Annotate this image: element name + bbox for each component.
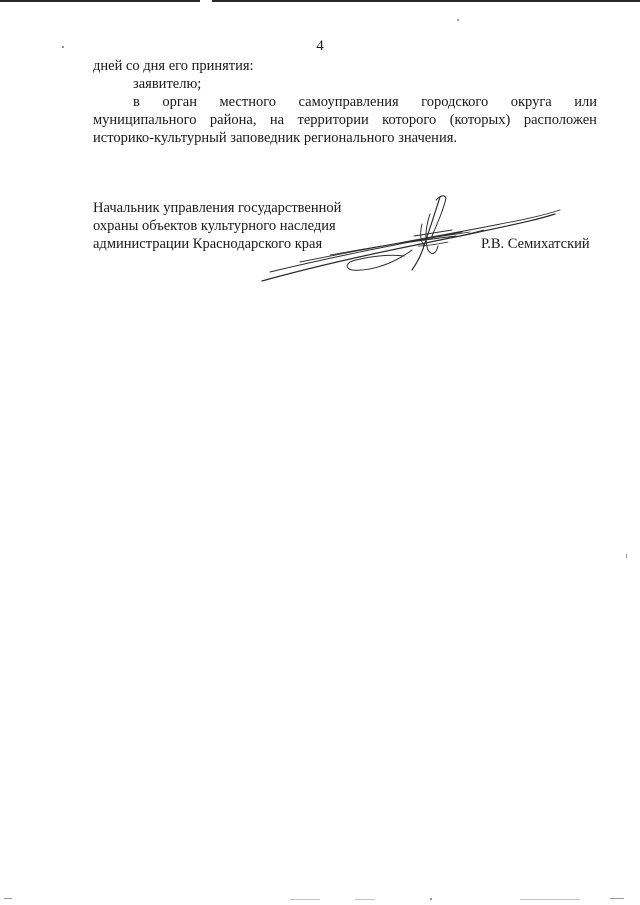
word: расположен xyxy=(523,112,597,128)
scan-speck xyxy=(62,46,64,48)
word: округа xyxy=(510,94,552,110)
word: местного xyxy=(219,94,277,110)
scan-speck xyxy=(355,899,375,900)
scan-speck xyxy=(290,899,320,900)
scan-edge-gap xyxy=(200,0,212,2)
word: самоуправления xyxy=(298,94,399,110)
scan-speck xyxy=(457,19,459,21)
word: на xyxy=(269,112,285,128)
word: в xyxy=(133,94,140,110)
body-line-2: заявителю; xyxy=(133,76,202,92)
body-line-3 xyxy=(93,93,597,111)
word: или xyxy=(574,94,597,110)
scan-speck xyxy=(430,898,432,900)
page-number: 4 xyxy=(316,38,324,54)
word: городского xyxy=(421,94,489,110)
body-line-5: историко-культурный заповедник регионального значения. xyxy=(93,130,457,146)
word: которого xyxy=(382,112,437,128)
word: территории xyxy=(297,112,369,128)
scan-speck xyxy=(4,898,12,899)
scan-speck xyxy=(626,554,627,558)
signatory-name: Р.В. Семихатский xyxy=(481,236,590,252)
signatory-title xyxy=(93,199,341,253)
body-line-1: дней со дня его принятия: xyxy=(93,58,254,74)
word: орган xyxy=(162,94,197,110)
scan-speck xyxy=(520,899,580,900)
signatory-title-line-1: Начальник управления государственной xyxy=(93,200,342,216)
signatory-title-line-2: охраны объектов культурного наследия xyxy=(93,218,336,234)
scan-edge-line xyxy=(0,0,640,2)
signatory-title-line-3: администрации Краснодарского края xyxy=(93,236,323,252)
word: района, xyxy=(209,112,257,128)
word: (которых) xyxy=(449,112,511,128)
word: муниципального xyxy=(93,112,197,128)
scan-speck xyxy=(610,898,624,899)
body-line-4 xyxy=(93,111,597,129)
